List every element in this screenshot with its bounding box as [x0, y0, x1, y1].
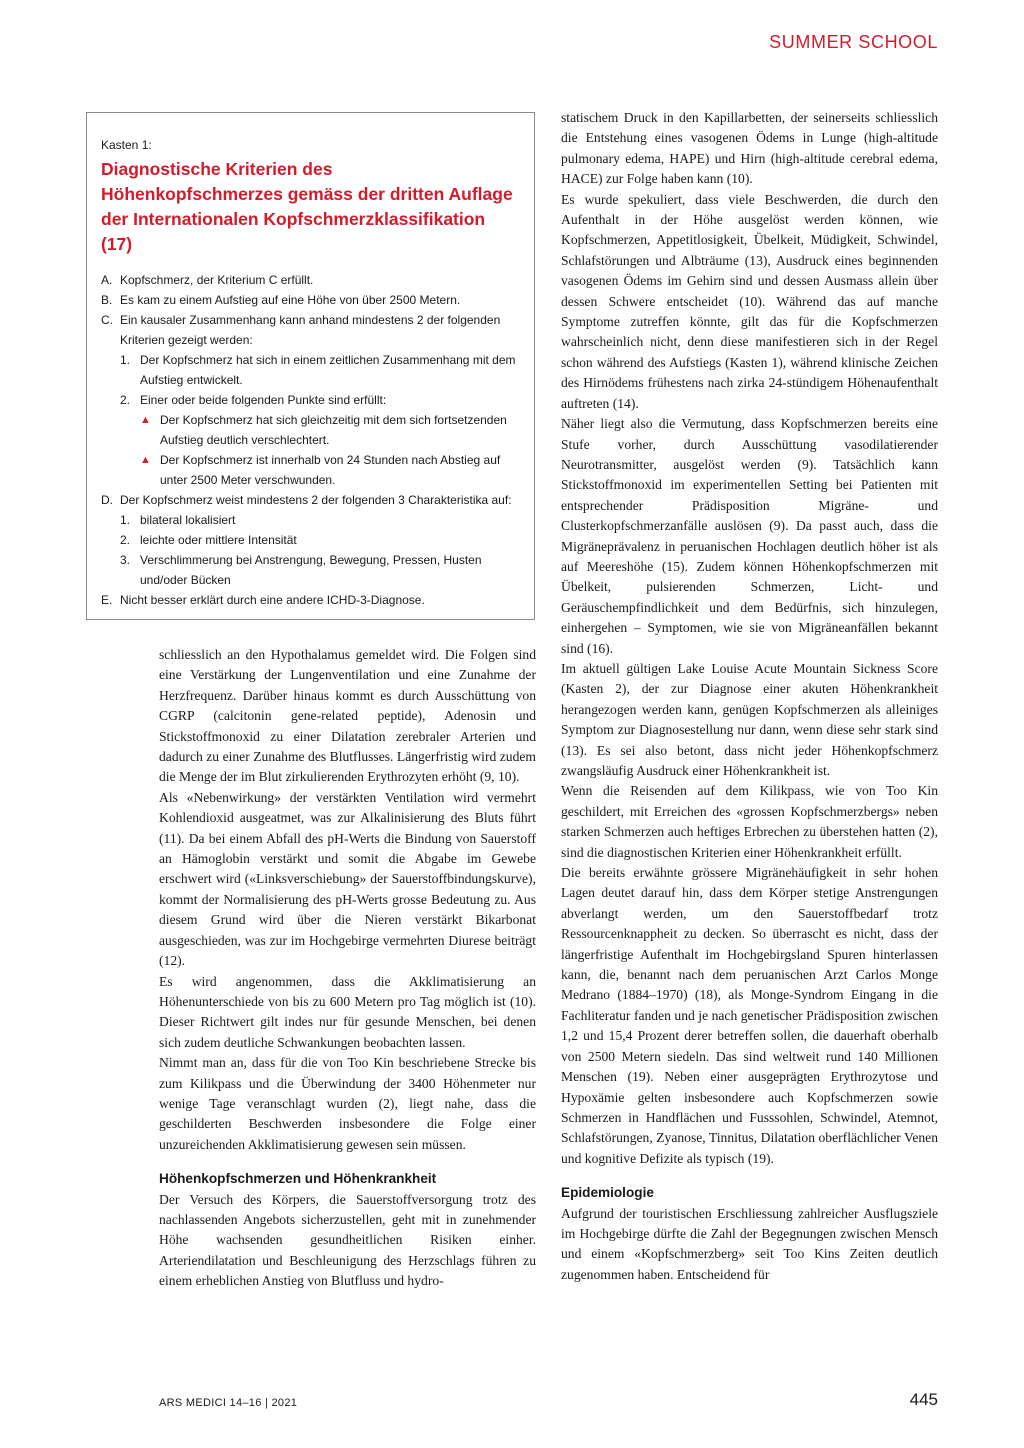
criteria-label: A.: [101, 273, 113, 287]
criteria-label: 2.: [120, 533, 131, 547]
body-paragraph: Aufgrund der touristischen Erschliessung zahlreicher Ausflugsziele im Hochgebirge dürfte die Zahl der Begegnungen zwischen Mensch und einem «Kopfschmerzberg» seit Too Kins Zeiten deutlich zugenommen haben. Entscheidend für: [561, 1205, 938, 1282]
body-paragraph: Es wurde spekuliert, dass viele Beschwerden, die durch den Aufenthalt in der Höhe ausgelöst werden können, wie Kopfschmerzen, Appetitlosigkeit, Übelkeit, Müdigkeit, Schwindel, Schlafstörungen und Albträume (13), Ausdruck eines beginnenden vasogenen Ödems im Gehirn sind und dessen Ausmass allein über dessen Schwere entscheidet (10). Während das auf manche Symptome zutreffen könnte, gilt das für die Kopfschmerzen wahrscheinlich nicht, denn diese manifestieren sich in der Regel schon während des Aufstiegs (Kasten 1), während klinische Zeichen des Hirnödems frühestens nach zirka 24-stündigem Höhenaufenthalt auftreten (14).: [561, 191, 938, 411]
left-column: [159, 645, 536, 1292]
criteria-text: Nicht besser erklärt durch eine andere ICHD-3-Diagnose.: [120, 593, 425, 607]
criteria-text: Kopfschmerz, der Kriterium C erfüllt.: [120, 273, 314, 287]
criteria-item: [101, 270, 518, 290]
criteria-label: D.: [101, 493, 113, 507]
criteria-text: leichte oder mittlere Intensität: [140, 533, 297, 547]
criteria-label: 1.: [120, 353, 131, 367]
box-title: Diagnostische Kriterien des Höhenkopfschmerzes gemäss der dritten Auflage der Internationalen Kopfschmerzklassifikation (17): [101, 159, 513, 254]
criteria-item: [101, 310, 518, 350]
section-heading: Höhenkopfschmerzen und Höhenkrankheit: [159, 1171, 437, 1187]
section-header: SUMMER SCHOOL: [769, 32, 938, 52]
criteria-text: Ein kausaler Zusammenhang kann anhand mindestens 2 der folgenden Kriterien gezeigt werden:: [120, 313, 501, 347]
criteria-text: Verschlimmerung bei Anstrengung, Bewegung, Pressen, Husten und/oder Bücken: [140, 553, 482, 587]
body-paragraph: Näher liegt also die Vermutung, dass Kopfschmerzen bereits eine Stufe vorher, durch Ausschüttung vasodilatierender Neurotransmitter, ausgelöst werden (9). Tatsächlich kann Stickstoffmonoxid im experimentellen Setting bei Patienten mit entsprechender Prädisposition Migräne- und Clusterkopfschmerzanfälle auslösen (9). Da passt auch, dass die Migräneprävalenz in peruanischen Hochlagen deutlich höher ist als auf Meereshöhe (15). Zudem können Höhenkopfschmerzen mit Übelkeit, pulsierenden Schmerzen, Licht- und Geräuschempfindlichkeit und dem Bedürfnis, sich hinzulegen, einhergehen – Symptomen, wie sie von Migräneanfällen bekannt sind (16).: [561, 416, 938, 656]
info-box: [86, 112, 535, 620]
criteria-label: C.: [101, 313, 113, 327]
criteria-text: Der Kopfschmerz weist mindestens 2 der folgenden 3 Charakteristika auf:: [120, 493, 512, 507]
criteria-text: Der Kopfschmerz hat sich in einem zeitlichen Zusammenhang mit dem Aufstieg entwickelt.: [140, 353, 516, 387]
body-paragraph: Nimmt man an, dass für die von Too Kin beschriebene Strecke bis zum Kilikpass und die Überwindung der 3400 Höhenmeter nur wenige Tage veranschlagt wurden (2), liegt nahe, dass die geschilderten Beschwerden insbesondere die Folge einer unzureichenden Akklimatisierung gewesen sein müssen.: [159, 1055, 536, 1152]
triangle-bullet-icon: ▲: [140, 454, 151, 466]
body-paragraph: schliesslich an den Hypothalamus gemeldet wird. Die Folgen sind eine Verstärkung der Lungenventilation und eine Zunahme der Herzfrequenz. Darüber hinaus kommt es durch Ausschüttung von CGRP (calcitonin gene-related peptide), Adenosin und Stickstoffmonoxid zu einer Dilatation zerebraler Arterien und dadurch zu einer Zunahme des Blutflusses. Längerfristig wird zudem die Menge der im Blut zirkulierenden Erythrozyten erhöht (9, 10).: [159, 647, 536, 785]
body-paragraph: Der Versuch des Körpers, die Sauerstoffversorgung trotz des nachlassenden Angebots sicherzustellen, geht mit in zunehmender Höhe wachsenden gesundheitlichen Risiken einher. Arteriendilatation und Beschleunigung des Herzschlags führen zu einem erheblichen Anstieg von Blutfluss und hydro-: [159, 1191, 536, 1289]
triangle-bullet-icon: ▲: [140, 414, 151, 426]
criteria-list: [101, 270, 518, 610]
criteria-text: Der Kopfschmerz hat sich gleichzeitig mit dem sich fortsetzenden Aufstieg deutlich verschlechtert.: [160, 413, 507, 447]
right-column: [561, 108, 938, 1285]
criteria-item: [101, 590, 518, 610]
criteria-item: [101, 350, 518, 390]
body-paragraph: Die bereits erwähnte grössere Migränehäufigkeit in sehr hohen Lagen deutet darauf hin, dass dem Körper stetige Anstrengungen abverlangt werden, um den Sauerstoffbedarf trotz Ressourcenknappheit zu decken. So überrascht es nicht, dass der längerfristige Aufenthalt im Hochgebirgsland Spuren hinterlassen kann, die, benannt nach dem peruanischen Arzt Carlos Monge Medrano (1884–1970) (18), als Monge-Syndrom Eingang in die Fachliteratur fanden und je nach genetischer Prädisposition zwischen 1,2 und 15,4 Prozent derer betreffen sollen, die dauerhaft oberhalb von 2500 Metern siedeln. Das sind weltweit rund 140 Millionen Menschen (19). Neben einer ausgeprägten Erythrozytose und Hypoxämie gelten insbesondere auch Kopfschmerzen sowie Schmerzen in Handflächen und Fusssohlen, Schwindel, Atemnot, Schlafstörungen, Zyanose, Tinnitus, Dilatation oberflächlicher Venen und kognitive Defizite als typisch (19).: [561, 865, 938, 1166]
page-number: 445: [909, 1390, 938, 1409]
criteria-label: 1.: [120, 513, 131, 527]
criteria-item: [101, 490, 518, 510]
criteria-item: [101, 410, 518, 450]
criteria-label: 2.: [120, 393, 131, 407]
criteria-item: [101, 510, 518, 530]
criteria-label: E.: [101, 593, 113, 607]
body-paragraph: Als «Nebenwirkung» der verstärkten Ventilation wird vermehrt Kohlendioxid ausgeatmet, was zur Alkalinisierung des Bluts führt (11). Da bei einem Abfall des pH-Werts die Bindung von Sauerstoff an Hämoglobin verstärkt und somit die Abgabe im Gewebe erschwert wird («Linksverschiebung» der Sauerstoffbindungskurve), kommt der Normalisierung des pH-Werts grosse Bedeutung zu. Aus diesem Grund wird über die Nieren verstärkt Bikarbonat ausgeschieden, was zur im Hochgebirge vermehrten Diurese beiträgt (12).: [159, 789, 536, 969]
journal-footer: ARS MEDICI 14–16 | 2021: [159, 1397, 298, 1409]
body-paragraph: Wenn die Reisenden auf dem Kilikpass, wie von Too Kin geschildert, mit Erreichen des «grossen Kopfschmerzbergs» neben starken Schmerzen auch heftiges Erbrechen zu überstehen hatten (2), sind die diagnostischen Kriterien einer Höhenkrankheit erfüllt.: [561, 783, 938, 860]
criteria-item: [101, 550, 518, 590]
criteria-label: B.: [101, 293, 113, 307]
body-paragraph: Es wird angenommen, dass die Akklimatisierung an Höhenunterschiede von bis zu 600 Metern pro Tag möglich ist (10). Dieser Richtwert gilt indes nur für gesunde Menschen, bei denen sich zudem deutliche Schwankungen beobachten lassen.: [159, 973, 536, 1050]
criteria-text: Einer oder beide folgenden Punkte sind erfüllt:: [140, 393, 387, 407]
criteria-text: Der Kopfschmerz ist innerhalb von 24 Stunden nach Abstieg auf unter 2500 Meter verschwunden.: [160, 453, 501, 487]
criteria-item: [101, 450, 518, 490]
body-paragraph: Im aktuell gültigen Lake Louise Acute Mountain Sickness Score (Kasten 2), der zur Diagnose einer akuten Höhenkrankheit herangezogen werden kann, genügen Kopfschmerzen als alleiniges Symptom zur Diagnosestellung nur dann, wenn diese sehr stark sind (13). Es sei also betont, dass nicht jeder Höhenkopfschmerz zwangsläufig Ausdruck einer Höhenkrankheit ist.: [561, 660, 938, 778]
body-paragraph: statischem Druck in den Kapillarbetten, der seinerseits schliesslich die Entstehung eines vasogenen Ödems in Lunge (high-altitude pulmonary edema, HAPE) und Hirn (high-altitude cerebral edema, HACE) zur Folge haben kann (10).: [561, 110, 938, 187]
criteria-item: [101, 290, 518, 310]
section-heading: Epidemiologie: [561, 1185, 654, 1201]
box-label: Kasten 1:: [101, 138, 152, 152]
criteria-item: [101, 390, 518, 410]
criteria-item: [101, 530, 518, 550]
criteria-text: bilateral lokalisiert: [140, 513, 236, 527]
criteria-label: 3.: [120, 553, 131, 567]
criteria-text: Es kam zu einem Aufstieg auf eine Höhe von über 2500 Metern.: [120, 293, 461, 307]
